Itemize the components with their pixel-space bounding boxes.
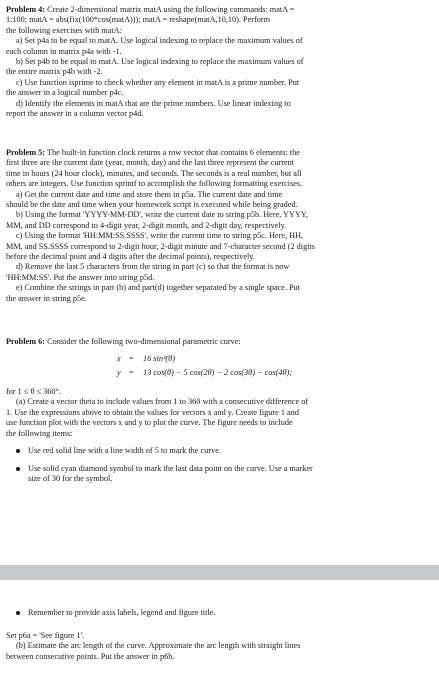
- problem-5-e: e) Combine the strings in part (b) and part(d) together separated by a single space. Put the answer in string p5e.: [6, 283, 301, 303]
- problem-5-intro: Problem 5: The built-in function clock returns a row vector that contains 6 elements: the first three are the current date (year, month, day) and the last three represent the current time in hours (24 hour clock), minutes, and seconds. The seconds is a real number, but all others are integers. Use function sprintf to accomplish the following formatting exercises.: [6, 148, 303, 189]
- problem-4-intro: Problem 4: Create 2-dimensional matrix matA using the following commands: matA = 1:100; matA = abs(fix(100*cos(matA))); matA = reshape(matA,10,10). Perform the following exercises with matA:: [6, 5, 295, 35]
- bullet-item: Remember to provide axis labels, legend and figure title.: [28, 608, 429, 618]
- equation-y: y = 13 cos(θ) − 5 cos(2θ) − 2 cos(3θ) − cos(4θ);: [117, 368, 293, 377]
- problem-6-intro: Problem 6: Consider the following two-dimensional parametric curve:: [6, 337, 241, 346]
- problem-4: [6, 5, 431, 119]
- problem-5-c: c) Using the format 'HH:MM:SS.SSSS', write the current time to string p5c. Here, HH, MM, and SS.SSSS correspond to 2-digit hour, 2-digit minute and 7-character second (2 digits before the decimal point and 4 digits after the decimal points), respectively.: [6, 231, 316, 262]
- problem-6-a: for 1 ≤ θ ≤ 360°. (a) Create a vector theta to include values from 1 to 360 with a consecutive difference of 1. Use the expressions above to obtain the values for vectors x and y. Create figure 1 and use function plot with the vectors x and y to plot the curve. The figure needs to include the following items:: [6, 387, 431, 439]
- problem-4-a: a) Set p4a to be equal to matA. Use logical indexing to replace the maximum values of each column in matrix p4a with -1.: [6, 36, 303, 56]
- problem-6-b: Set p6a = 'See figure 1'. (b) Estimate the arc length of the curve. Approximate the arc length with straight lines between consecutive points. Put the answer in p6b.: [6, 631, 431, 662]
- problem-4-d: d) Identify the elements in matA that are the prime numbers. Use linear indexing to report the answer in a column vector p4d.: [6, 98, 291, 119]
- page-break: [0, 565, 439, 580]
- bullet-item: Use red solid line with a line width of 5 to mark the curve.: [28, 446, 429, 456]
- problem-6-title: Problem 6:: [6, 337, 46, 346]
- problem-5: [6, 148, 431, 304]
- problem-5-a: a) Get the current date and time and store them in p5a. The current date and time should be the date and time when your homework script is executed while being graded.: [6, 189, 298, 210]
- theta-range: for 1 ≤ θ ≤ 360°.: [6, 387, 61, 396]
- problem-4-title: Problem 4:: [6, 5, 46, 14]
- bullet-icon: [16, 467, 20, 471]
- problem-5-d: d) Remove the last 5 characters from the string in part (c) so that the format is now 'HH:MM:SS'. Put the answer into string p5d.: [6, 262, 290, 282]
- bullet-icon: [16, 611, 20, 615]
- bullet-icon: [16, 449, 20, 453]
- problem-5-b: b) Using the format 'YYYY-MM-DD', write the current date to string p5b. Here, YYYY, MM, and DD correspond to 4-digit year, 2-digit month, and 2-digit day, respectively.: [6, 210, 308, 230]
- equation-x: x = 16 sin³(θ): [117, 354, 175, 363]
- problem-5-title: Problem 5:: [6, 148, 46, 157]
- set-p6a-line: Set p6a = 'See figure 1'.: [6, 631, 85, 640]
- bullet-item: Use solid cyan diamond symbol to mark the last data point on the curve. Use a marker size of 30 for the symbol.: [28, 464, 429, 485]
- problem-4-b: b) Set p4b to be equal to matA. Use logical indexing to replace the maximum values of the entire matrix p4b with -2.: [6, 57, 304, 77]
- document-page-2: [0, 580, 439, 700]
- problem-4-c: c) Use function isprime to check whether any element in matA is a prime number. Put the answer in a logical number p4c.: [6, 77, 300, 98]
